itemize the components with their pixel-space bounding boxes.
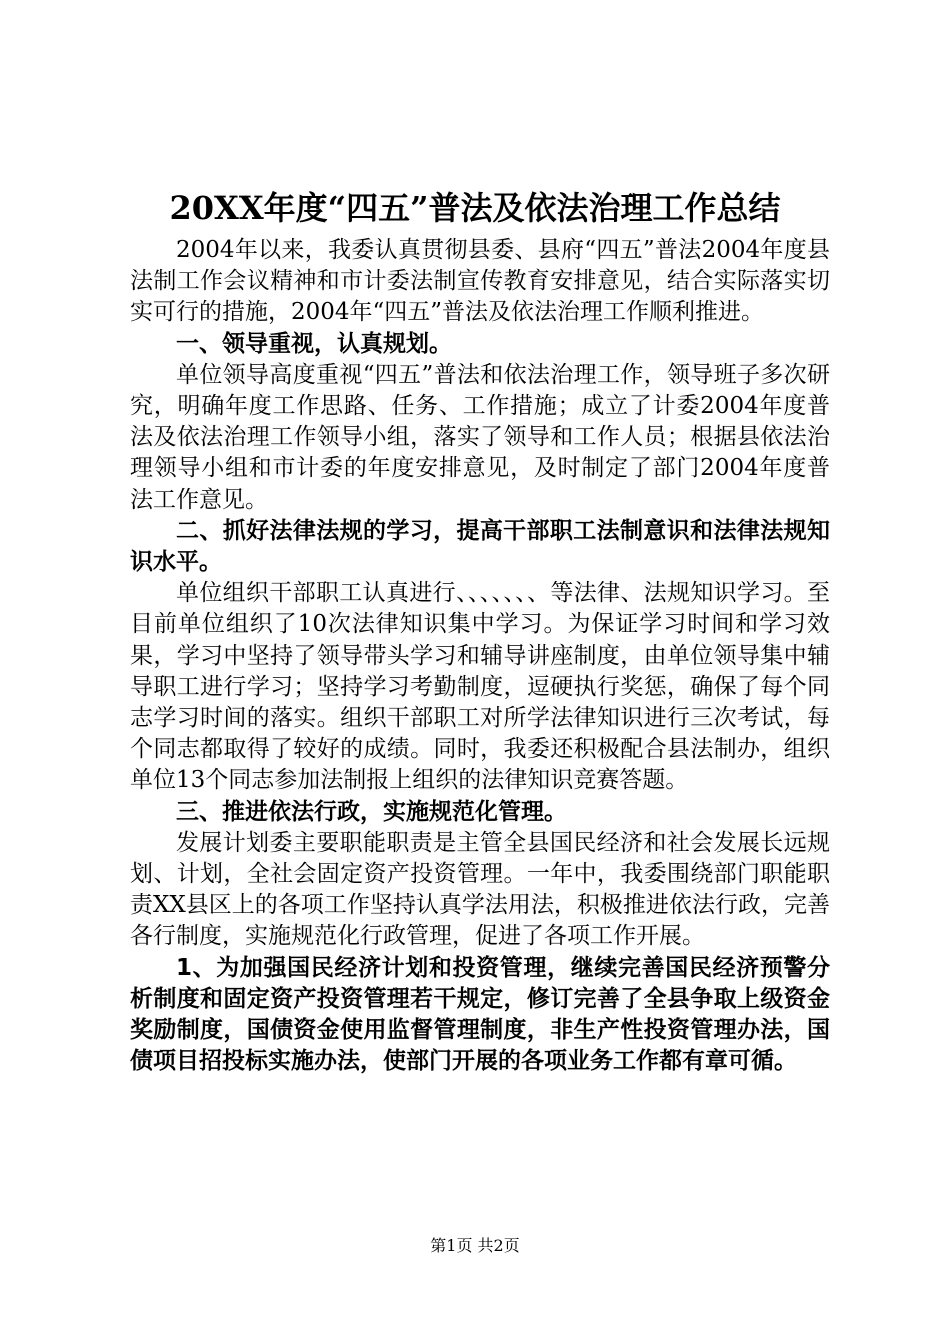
paragraph-intro: 2004年以来，我委认真贯彻县委、县府“四五”普法2004年度县法制工作会议精神和市计委法制宣传教育安排意见，结合实际落实切实可行的措施，2004年“四五”普法及依法治理工作顺利推进。 [130,237,830,326]
paragraph-section-3: 发展计划委主要职能职责是主管全县国民经济和社会发展长远规划、计划，全社会固定资产投资管理。一年中，我委围绕部门职能职责XX县区上的各项工作坚持认真学法用法，积极推进依法行政，完善各行制度，实施规范化行政管理，促进了各项工作开展。 [130,829,830,950]
document-title: 20XX年度“四五”普法及依法治理工作总结 [169,189,781,227]
document-body [130,235,830,1077]
section-heading-1: 一、领导重视，认真规划。 [176,330,452,357]
paragraph-section-1: 单位领导高度重视“四五”普法和依法治理工作，领导班子多次研究，明确年度工作思路、任务、工作措施；成立了计委2004年度普法及依法治理工作领导小组，落实了领导和工作人员；根据县依法治理领导小组和市计委的年度安排意见，及时制定了部门2004年度普法工作意见。 [130,361,830,513]
section-heading-2: 二、抓好法律法规的学习，提高干部职工法制意识和法律法规知识水平。 [130,517,830,576]
page-footer: 第1页 共2页 [430,1236,520,1255]
section-heading-3: 三、推进依法行政，实施规范化管理。 [176,798,567,825]
paragraph-section-2: 单位组织干部职工认真进行、、、、、、、等法律、法规知识学习。至目前单位组织了10次法律知识集中学习。为保证学习时间和学习效果，学习中坚持了领导带头学习和辅导讲座制度，由单位领导集中辅导职工进行学习；坚持学习考勤制度，逗硬执行奖惩，确保了每个同志学习时间的落实。组织干部职工对所学法律知识进行三次考试，每个同志都取得了较好的成绩。同时，我委还积极配合县法制办，组织单位13个同志参加法制报上组织的法律知识竞赛答题。 [130,580,830,794]
paragraph-item-1: 1、为加强国民经济计划和投资管理，继续完善国民经济预警分析制度和固定资产投资管理若干规定，修订完善了全县争取上级资金奖励制度，国债资金使用监督管理制度，非生产性投资管理办法，国债项目招投标实施办法，使部门开展的各项业务工作都有章可循。 [130,954,830,1075]
